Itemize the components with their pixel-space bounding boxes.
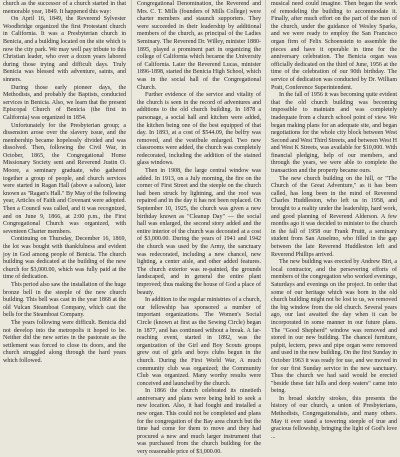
paragraph: Further evidence of the service and vitality of the church is seen in the record of adventures and additions to the old church building. In 1878 a parsonage, a social hall and kitchen were added, the kitchen being one of the best equipped of that day. In 1893, at a cost of $544.09, the belfry was removed, and the vestibule enlarged. Two new classrooms were added, the church was completely redecorated, including the addition of the stained glass windows. [137,92,261,167]
text-column-2 [137,1,261,457]
paragraph: church as the successor of a church started in that memorable year, 1849. It happened this way: [3,1,126,15]
text-column-1 [3,1,126,366]
paragraph: In addition to the regular ministries of a church, our fellowship has sponsored a number of important organizations. The Women's Social Circle (known at first as the Sewing Circle) began in 1877, and has continued without a break. A far-reaching event, started in 1892, was the organization of the Girl and Boy Scouts groups grew out of girls and boys clubs begun in the church. During the First World War, A much community club was organized; the Community Club was organized. Many worthy results were conceived and launched by the church. [137,297,261,387]
column-divider [131,0,132,400]
paragraph: The new building was erected by Andrew Birt, a local contractor, and the persevering efforts of members of the congregation who worked evenings, Saturdays and evenings on the project. In order that some of our heritage which was born in the old church building might not be lost to us, we removed the big window from the old church. Several years ago, our last awaited the day when it can be incorporated in some manner in our future plans. The "Good Shepherd" window was removed and stored in our new building. The chancel furniture, pulpit, lectern, pews and pipe organ were removed and used in the new building. On the first Sunday in October 1963 it was ready for use, and we moved in for our first Sunday service in the new sanctuary. Thus the church we had said would be erected "beside these fair hills and deep waters" came into being. [271,259,397,395]
paragraph: Then in 1908, the large central window was added. In 1913, on a July morning, the fire on the corner of First Street and the steeple on the church had been struck by lightning, and the roof was repaired and in the day it has not been replaced. On September 10, 1925, the church was given a new birthday known as "Cleanup Day" — the social hall was enlarged, the second story added and the entire interior of the church was decorated at a cost of $3,000.00. During the years of 1941 and 1942 the church was used by the Army, the sanctuary was redecorated, including a new chancel, new lighting, a center aisle, and other added features. The church exterior was re-painted, the grounds landscaped, and in general the entire plant improved; thus making the house of God a place of beauty. [137,168,261,296]
paragraph: Unfortunately for the Presbyterian group; a dissension arose over the slavery issue, and the membership became hopelessly divided and was dissolved. Then, following the Civil War, in October, 1865, the Congregational Home Missionary Society sent and Reverend Justin O. Moore, a seminary graduate, who gathered together a group of people, and church services were started in Ragan Hall (above a saloon), later known as "Ragan's Hall." By May of the following year, Articles of Faith and Covenant were adopted. Then a Council was called, and it was recognized, and on June 9, 1866, at 2:00 p.m., the First Congregational Church was organized, with seventeen Charter members. [3,122,126,235]
paragraph: In the fall of 1956 it was becoming quite evident that the old church building was becoming impossible to maintain and was completely inadequate from a church school point of view. We began making plans for an adequate site, and began negotiations for the whole city block between West Second and West Third Streets, and between West H and West K Streets, was available for $10,000. With financial pledging, help of our members, and through the years, we were able to complete the transaction and the property became ours. [271,92,397,175]
paragraph: On April 16, 1849, the Reverend Sylvester Woodbridge organized the first Protestant church in California. It was a Presbyterian church in Benicia, and a building located on the site which is now the city park. We may well pay tribute to this Christian leader, who over a dozen years labored during those trying and difficult days. Truly Benicia was blessed with adventure, saints, and sinners. [3,16,126,83]
paragraph: musical need could imagine. Then began the work of remodeling the building to accommodate it. Finally, after much effort on the part of the men of the church, under the guidance of Wesley Sparks, and we were ready to employ the San Francisco organ firm of Felix Schoenstein to assemble the pieces and have it operable in time for the anniversary celebration. The Benicia organ was officially dedicated on the third of June, 1956 at the time of the celebration of our 90th birthday. The service of dedication was conducted by Dr. William Pratt, Conference Superintendent. [271,1,397,91]
paragraph: In broad sketchy strokes, this presents the history of our church, a union of Presbyterians, Methodists, Congregationalists, and many others. May it ever stand a towering steeple of true and gracious fellowship, bringing the light of God's love ... [271,395,397,440]
text-column-3 [271,1,397,441]
paragraph: Congregational Denomination, the Reverend and Mrs. C. T. Mills (founders of Mills College) were charter members and staunch supporters. They were succeeded in their leadership by additional members of the church, as principal of the Ladies Seminary. The Reverend Dr. Willey, minister 1880-1895, played a prominent part in organizing the college of California which became the University of California. Later the Reverend Lucas, minister 1896-1898, started the Benicia High School, which was in the social hall of the Congregational Church. [137,1,261,91]
paragraph: This period also saw the installation of the huge bronze bell in the steeple of the new church building. This bell was cast in the year 1868 at the old Vulcan Steamboat Company, which cast the bells for the Steamboat Company. [3,281,126,319]
paragraph: In 1866 the church celebrated its ninetieth anniversary and plans were being held to seek a new location. Also, it had fought and installed a new organ. This could not be completed and plans for the congregation of the Bay area church but the time had come for them to move and they had procured a new and much larger instrument that was purchased from the church building for the very reasonable price of $3,000.00. [137,388,261,456]
paragraph: The new church building on the hill, or "The Church of the Great Adventure," as it has been called, has long been in the mind of Reverend Charles Huddleston, who left us in 1958, and brought to a reality under the leadership, hard work, and good planning of Reverend Alderson. A few months ago it was decided to minister to the church in the fall of 1958 our Frank Pruitt, a seminary student from San Anselmo, who filled in the gap between the late Reverend Huddleston left and Reverend Phillips arrived. [271,175,397,258]
paragraph: During those early pioneer days, the Methodists, and probably the Baptists, conducted services in Benicia. Also, we learn that the present Episcopal Church of Benicia (the first in California) was organized in 1854. [3,84,126,121]
column-divider [265,0,266,400]
paragraph: The years following were difficult. Benicia did not develop into the metropolis it hoped to be. Neither did the new series in the pastorate as the settlement was forced to close its doors, and the church struggled along through the hard years which followed. [3,319,126,364]
paragraph: Continuing on Thursday, December 16, 1869, the lot was bought with thankfulness and evident joy in God among people of Benicia. The church building was dedicated at the building of the new church for $3,000.00, which was fully paid at the time of dedication. [3,236,126,281]
